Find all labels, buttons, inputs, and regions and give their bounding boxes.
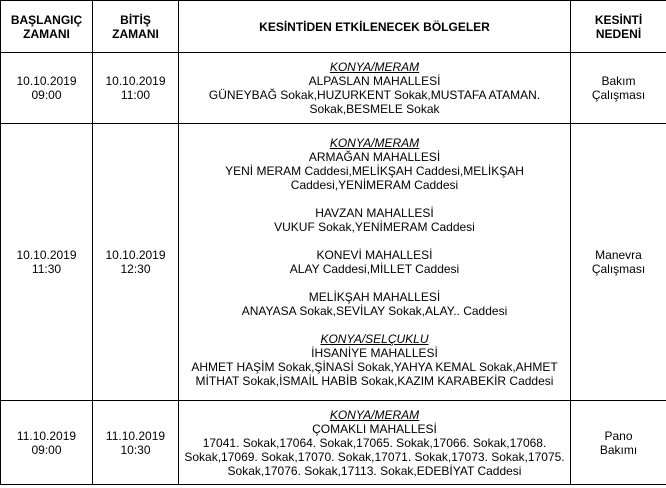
end-hour: 11:00 — [120, 88, 151, 102]
street-list-line: AHMET HAŞİM Sokak,ŞİNASİ Sokak,YAHYA KEMAL Sokak,AHMET — [191, 360, 558, 374]
region-group — [183, 248, 566, 276]
street-list-line: Caddesi,YENİMERAM Caddesi — [290, 178, 459, 192]
header-start-line2: ZAMANI — [23, 26, 70, 41]
end-hour: 12:30 — [120, 262, 151, 276]
header-start-time — [1, 1, 93, 53]
start-time-cell — [1, 53, 93, 124]
end-date: 10.10.2019 — [105, 248, 166, 262]
reason-line1: Pano — [604, 428, 633, 443]
start-time-cell — [1, 124, 93, 401]
street-list-line: Sokak,17069. Sokak,17070. Sokak,17071. Sokak,17073. Sokak,17075. — [184, 449, 565, 464]
end-time-cell — [93, 53, 179, 124]
street-list-line: YENİ MERAM Caddesi,MELİKŞAH Caddesi,MELİKŞAH — [225, 164, 524, 178]
neighborhood-name: İHSANİYE MAHALLESİ — [311, 346, 438, 360]
region-group — [183, 290, 566, 318]
end-date: 11.10.2019 — [105, 428, 166, 443]
table-row — [1, 53, 666, 124]
region-group — [183, 332, 566, 388]
header-reason — [571, 1, 666, 53]
start-hour: 09:00 — [31, 88, 62, 102]
street-list-line: GÜNEYBAĞ Sokak,HUZURKENT Sokak,MUSTAFA ATAMAN. — [208, 88, 541, 102]
district-name: KONYA/SELÇUKLU — [320, 332, 429, 346]
regions-cell — [179, 124, 571, 401]
neighborhood-name: ARMAĞAN MAHALLESİ — [308, 150, 441, 164]
header-end-time — [93, 1, 179, 53]
reason-line2: Çalışması — [591, 262, 646, 276]
region-group — [183, 408, 566, 478]
region-group — [183, 136, 566, 192]
start-date: 11.10.2019 — [16, 428, 77, 443]
start-date: 10.10.2019 — [16, 74, 77, 88]
street-list-line: ALAY Caddesi,MİLLET Caddesi — [289, 262, 460, 276]
reason-line2: Çalışması — [591, 88, 646, 102]
reason-cell — [571, 401, 666, 485]
street-list-line: 17041. Sokak,17064. Sokak,17065. Sokak,17066. Sokak,17068. — [202, 435, 547, 450]
reason-line2: Bakımı — [599, 442, 638, 457]
street-list-line: MİTHAT Sokak,İSMAİL HABİB Sokak,KAZIM KARABEKİR Caddesi — [195, 374, 554, 388]
neighborhood-name: MELİKŞAH MAHALLESİ — [308, 290, 441, 304]
reason-line1: Bakım — [601, 74, 636, 88]
reason-cell — [571, 53, 666, 124]
region-group — [183, 60, 566, 116]
regions-cell — [179, 53, 571, 124]
table-row — [1, 401, 666, 485]
district-name: KONYA/MERAM — [329, 60, 420, 74]
reason-line1: Manevra — [595, 248, 642, 262]
start-date: 10.10.2019 — [16, 248, 77, 262]
start-hour: 11:30 — [31, 262, 62, 276]
street-list-line: VUKUF Sokak,YENİMERAM Caddesi — [274, 220, 475, 234]
start-hour: 09:00 — [31, 442, 62, 457]
neighborhood-name: ALPASLAN MAHALLESİ — [308, 74, 441, 88]
table-row — [1, 124, 666, 401]
end-hour: 10:30 — [120, 442, 151, 457]
neighborhood-name: HAVZAN MAHALLESİ — [315, 206, 434, 220]
district-name: KONYA/MERAM — [329, 136, 420, 150]
end-date: 10.10.2019 — [105, 74, 166, 88]
street-list-line: ANAYASA Sokak,SEVİLAY Sokak,ALAY.. Caddesi — [241, 304, 508, 318]
region-group — [183, 206, 566, 234]
header-affected-regions: KESİNTİDEN ETKİLENECEK BÖLGELER — [179, 1, 571, 53]
start-time-cell — [1, 401, 93, 485]
street-list-line: Sokak,BESMELE Sokak — [309, 102, 440, 116]
street-list-line: Sokak,17076. Sokak,17113. Sokak,EDEBİYAT Caddesi — [227, 463, 522, 478]
header-start-line1: BAŞLANGIÇ — [10, 12, 83, 27]
regions-cell — [179, 401, 571, 485]
district-name: KONYA/MERAM — [329, 407, 420, 422]
header-reason-line1: KESİNTİ — [594, 12, 643, 27]
end-time-cell — [93, 124, 179, 401]
header-row — [1, 1, 666, 53]
header-reason-line2: NEDENİ — [595, 26, 642, 41]
reason-cell — [571, 124, 666, 401]
header-end-line1: BİTİŞ — [120, 12, 151, 27]
neighborhood-name: ÇOMAKLI MAHALLESİ — [312, 421, 437, 436]
header-end-line2: ZAMANI — [112, 26, 159, 41]
end-time-cell — [93, 401, 179, 485]
neighborhood-name: KONEVİ MAHALLESİ — [316, 248, 433, 262]
